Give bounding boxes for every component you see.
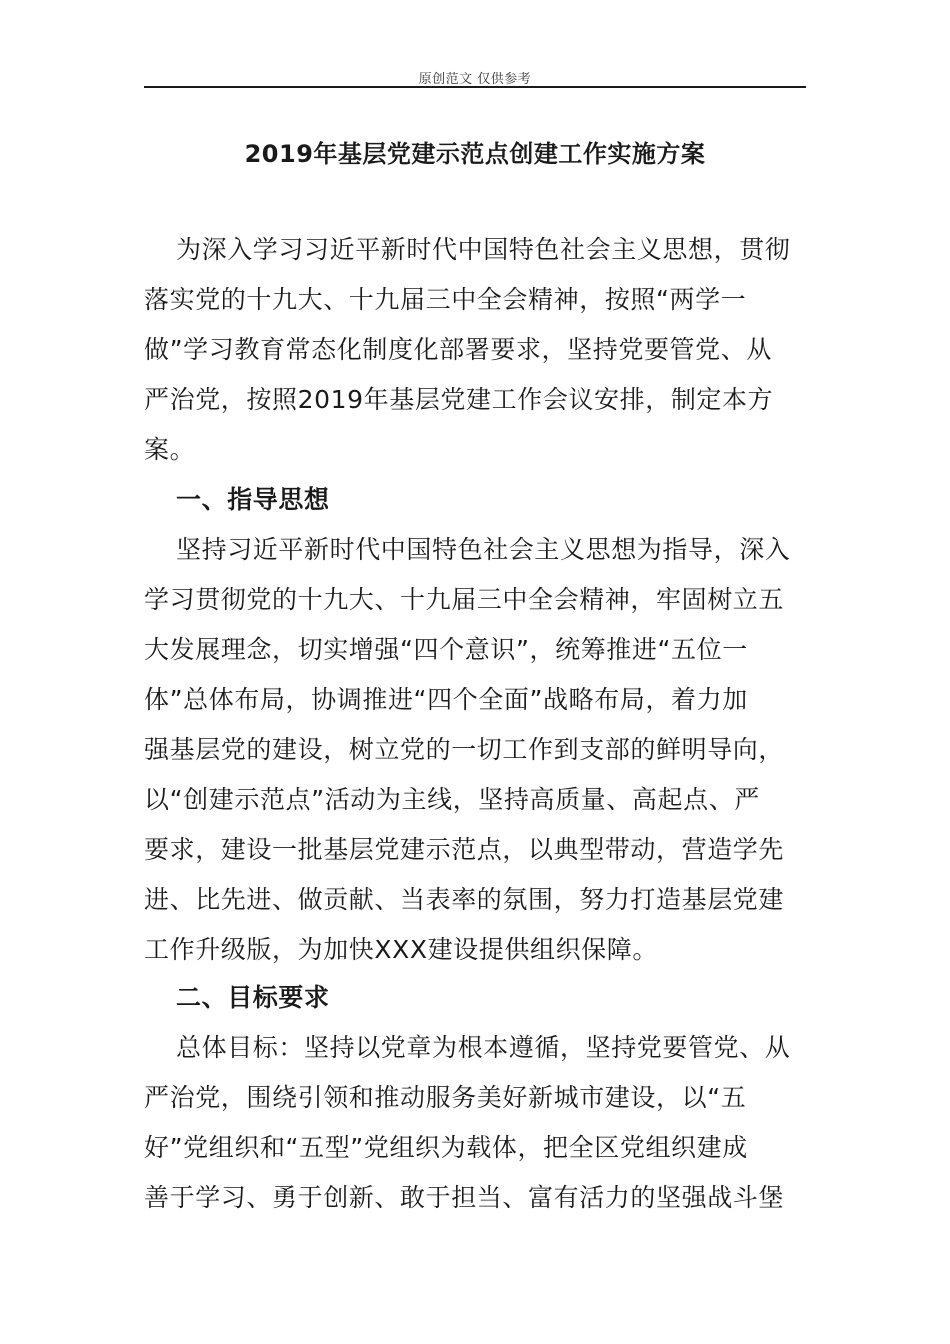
document-title: 2019年基层党建示范点创建工作实施方案 bbox=[244, 140, 706, 168]
section1-line: 大发展理念，切实增强“四个意识”，统筹推进“五位一 bbox=[144, 635, 748, 664]
intro-line: 为深入学习习近平新时代中国特色社会主义思想，贯彻 bbox=[176, 235, 791, 264]
intro-line: 做”学习教育常态化制度化部署要求，坚持党要管党、从 bbox=[144, 335, 772, 364]
section1-line: 学习贯彻党的十九大、十九届三中全会精神，牢固树立五 bbox=[144, 585, 785, 614]
section1-line: 工作升级版，为加快XXX建设提供组织保障。 bbox=[144, 935, 658, 964]
section1-line: 要求，建设一批基层党建示范点，以典型带动，营造学先 bbox=[144, 835, 785, 864]
section2-line: 严治党，围绕引领和推动服务美好新城市建设，以“五 bbox=[144, 1083, 747, 1112]
section1-line: 以“创建示范点”活动为主线，坚持高质量、高起点、严 bbox=[144, 785, 760, 814]
intro-line: 案。 bbox=[144, 435, 196, 464]
section1-line: 坚持习近平新时代中国特色社会主义思想为指导，深入 bbox=[176, 535, 791, 564]
section2-line: 善于学习、勇于创新、敢于担当、富有活力的坚强战斗堡 bbox=[144, 1183, 785, 1212]
header-rule bbox=[144, 86, 806, 88]
section-heading-objectives: 二、目标要求 bbox=[176, 983, 330, 1012]
section1-line: 强基层党的建设，树立党的一切工作到支部的鲜明导向， bbox=[144, 735, 785, 764]
intro-line: 严治党，按照2019年基层党建工作会议安排，制定本方 bbox=[144, 385, 774, 414]
intro-line: 落实党的十九大、十九届三中全会精神，按照“两学一 bbox=[144, 285, 747, 314]
section1-line: 体”总体布局，协调推进“四个全面”战略布局，着力加 bbox=[144, 685, 748, 714]
section1-line: 进、比先进、做贡献、当表率的氛围，努力打造基层党建 bbox=[144, 885, 785, 914]
section2-line: 好”党组织和“五型”党组织为载体，把全区党组织建成 bbox=[144, 1133, 748, 1162]
section-heading-guiding-ideology: 一、指导思想 bbox=[176, 485, 330, 514]
page-header-text: 原创范文 仅供参考 bbox=[418, 72, 532, 87]
section2-line: 总体目标：坚持以党章为根本遵循，坚持党要管党、从 bbox=[176, 1033, 791, 1062]
